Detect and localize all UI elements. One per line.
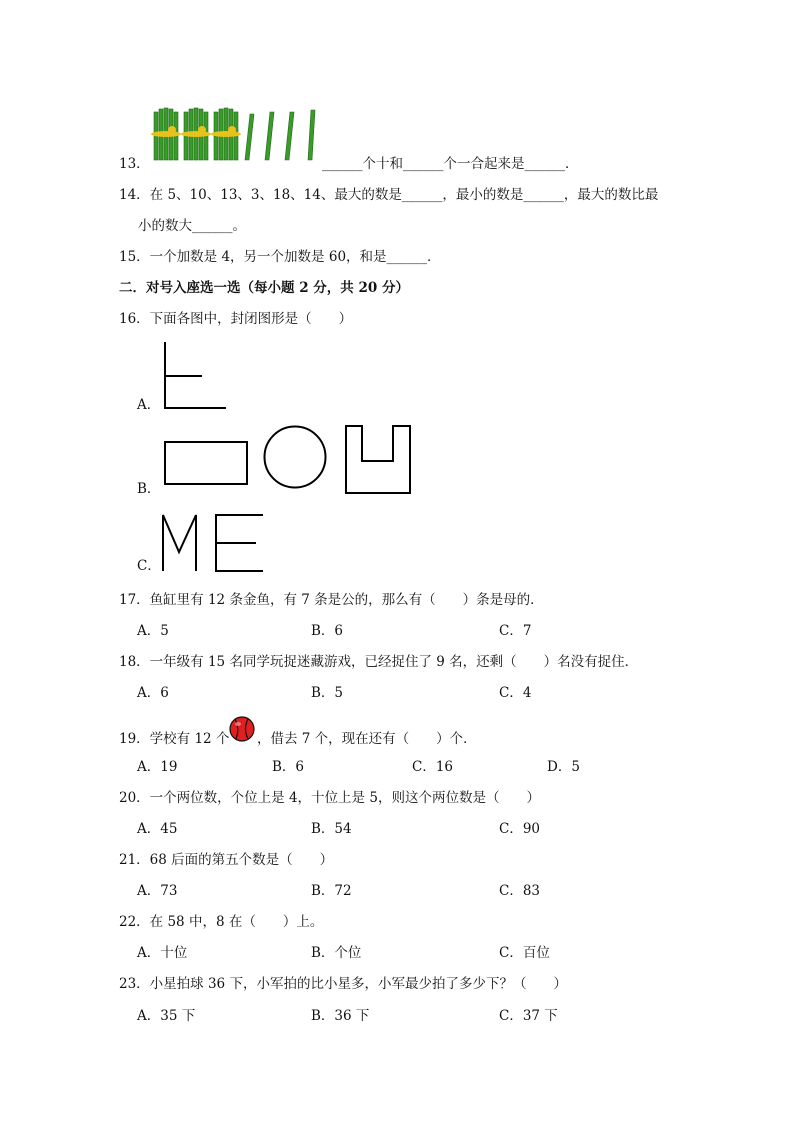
q16-option-c-label: C． bbox=[137, 558, 161, 574]
bundle-of-ten-3 bbox=[211, 108, 241, 160]
q20-option-b[interactable]: B．54 bbox=[311, 821, 352, 837]
ball-icon bbox=[228, 715, 256, 743]
q20-text: 20．一个两位数，个位上是 4，十位上是 5，则这个两位数是（ ） bbox=[119, 790, 540, 806]
q19-option-c[interactable]: C．16 bbox=[412, 759, 454, 775]
q22-option-b[interactable]: B．个位 bbox=[311, 945, 362, 961]
q22-option-a[interactable]: A．十位 bbox=[137, 945, 188, 961]
q18-option-c[interactable]: C．4 bbox=[499, 685, 532, 701]
q16-shape-b-rectangle bbox=[163, 440, 249, 486]
section-2-title: 二．对号入座选一选（每小题 2 分，共 20 分） bbox=[119, 280, 409, 296]
bundle-of-ten-2 bbox=[181, 108, 211, 160]
bundle-of-ten-1 bbox=[151, 108, 181, 160]
q17-text: 17．鱼缸里有 12 条金鱼，有 7 条是公的，那么有（ ）条是母的． bbox=[119, 592, 544, 608]
q22-text: 22．在 58 中，8 在（ ）上。 bbox=[119, 914, 324, 930]
q18-option-b[interactable]: B．5 bbox=[311, 685, 344, 701]
q16-option-b-label: B． bbox=[137, 481, 161, 497]
q20-option-c[interactable]: C．90 bbox=[499, 821, 541, 837]
q23-option-b[interactable]: B．36 下 bbox=[311, 1008, 370, 1024]
q16-shape-a-open bbox=[160, 340, 230, 412]
q20-option-a[interactable]: A．45 bbox=[137, 821, 178, 837]
q19-option-b[interactable]: B．6 bbox=[272, 759, 305, 775]
single-sticks bbox=[245, 110, 315, 160]
q21-text: 21．68 后面的第五个数是（ ） bbox=[119, 852, 334, 868]
q17-option-c[interactable]: C．7 bbox=[499, 623, 532, 639]
q16-shape-b-circle bbox=[262, 424, 328, 490]
q23-option-a[interactable]: A．35 下 bbox=[137, 1008, 196, 1024]
q16-text: 16．下面各图中，封闭图形是（ ） bbox=[119, 311, 353, 327]
q18-text: 18．一年级有 15 名同学玩捉迷藏游戏，已经捉住了 9 名，还剩（ ）名没有捉住． bbox=[119, 654, 639, 670]
q13-text: ______个十和______个一合起来是______． bbox=[322, 156, 579, 172]
q13-number: 13． bbox=[119, 156, 150, 172]
q21-option-c[interactable]: C．83 bbox=[499, 883, 541, 899]
q14-line2: 小的数大______。 bbox=[138, 218, 246, 234]
bundled-sticks-figure bbox=[150, 106, 325, 164]
q17-option-b[interactable]: B．6 bbox=[311, 623, 344, 639]
q19-option-a[interactable]: A．19 bbox=[137, 759, 178, 775]
q16-shape-b-notched-square bbox=[344, 424, 412, 496]
q23-text: 23．小星拍球 36 下，小军拍的比小星多，小军最少拍了多少下？（ ） bbox=[119, 976, 567, 992]
q19-text-after: ，借去 7 个，现在还有（ ）个． bbox=[257, 731, 477, 747]
q21-option-b[interactable]: B．72 bbox=[311, 883, 352, 899]
q23-option-c[interactable]: C．37 下 bbox=[499, 1008, 558, 1024]
q16-shape-c-letters-me bbox=[160, 512, 266, 574]
q22-option-c[interactable]: C．百位 bbox=[499, 945, 550, 961]
q19-text-before: 19．学校有 12 个 bbox=[119, 731, 230, 747]
q14-line1: 14．在 5、10、13、3、18、14、最大的数是______，最小的数是______，最大的数比最 bbox=[119, 187, 659, 203]
q19-option-d[interactable]: D．5 bbox=[547, 759, 580, 775]
q16-option-a-label: A． bbox=[137, 397, 161, 413]
q17-option-a[interactable]: A．5 bbox=[137, 623, 169, 639]
q18-option-a[interactable]: A．6 bbox=[137, 685, 169, 701]
q21-option-a[interactable]: A．73 bbox=[137, 883, 178, 899]
q15-text: 15．一个加数是 4，另一个加数是 60，和是______． bbox=[119, 249, 441, 265]
